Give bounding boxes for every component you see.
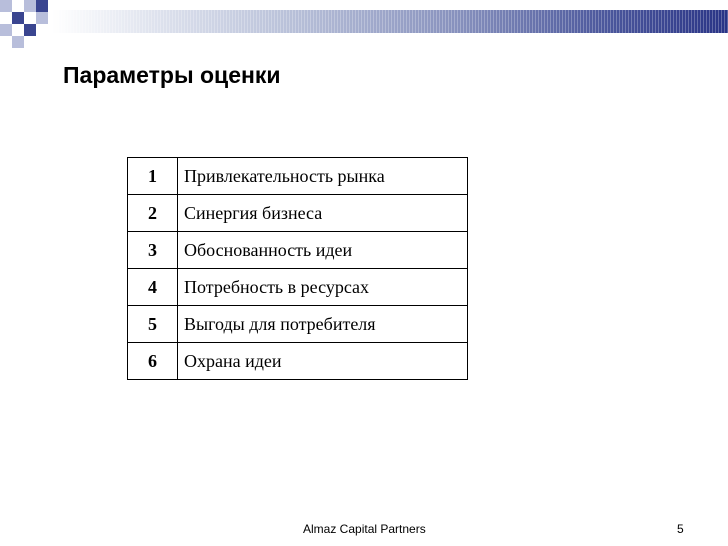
table-row	[128, 269, 468, 306]
row-label: Охрана идеи	[178, 343, 468, 380]
row-label: Привлекательность рынка	[178, 158, 468, 195]
row-label: Синергия бизнеса	[178, 195, 468, 232]
decor-square	[24, 24, 36, 36]
decor-square	[12, 36, 24, 48]
decor-square	[0, 0, 12, 12]
table-row	[128, 343, 468, 380]
row-number: 1	[128, 158, 178, 195]
row-number: 2	[128, 195, 178, 232]
slide-title: Параметры оценки	[63, 62, 281, 88]
decor-square	[12, 12, 24, 24]
row-number: 5	[128, 306, 178, 343]
row-number: 4	[128, 269, 178, 306]
page-number: 5	[677, 522, 684, 536]
row-label: Потребность в ресурсах	[178, 269, 468, 306]
decor-square	[36, 0, 48, 12]
table-row	[128, 232, 468, 269]
decor-square	[24, 0, 36, 12]
row-number: 3	[128, 232, 178, 269]
decor-square	[0, 24, 12, 36]
parameters-table	[127, 157, 468, 380]
row-label: Выгоды для потребителя	[178, 306, 468, 343]
row-number: 6	[128, 343, 178, 380]
footer-company: Almaz Capital Partners	[303, 522, 426, 536]
decor-square	[36, 12, 48, 24]
decorative-squares	[0, 0, 60, 48]
table-row	[128, 158, 468, 195]
row-label: Обоснованность идеи	[178, 232, 468, 269]
table-row	[128, 306, 468, 343]
header-gradient-strip	[52, 10, 728, 33]
table-row	[128, 195, 468, 232]
